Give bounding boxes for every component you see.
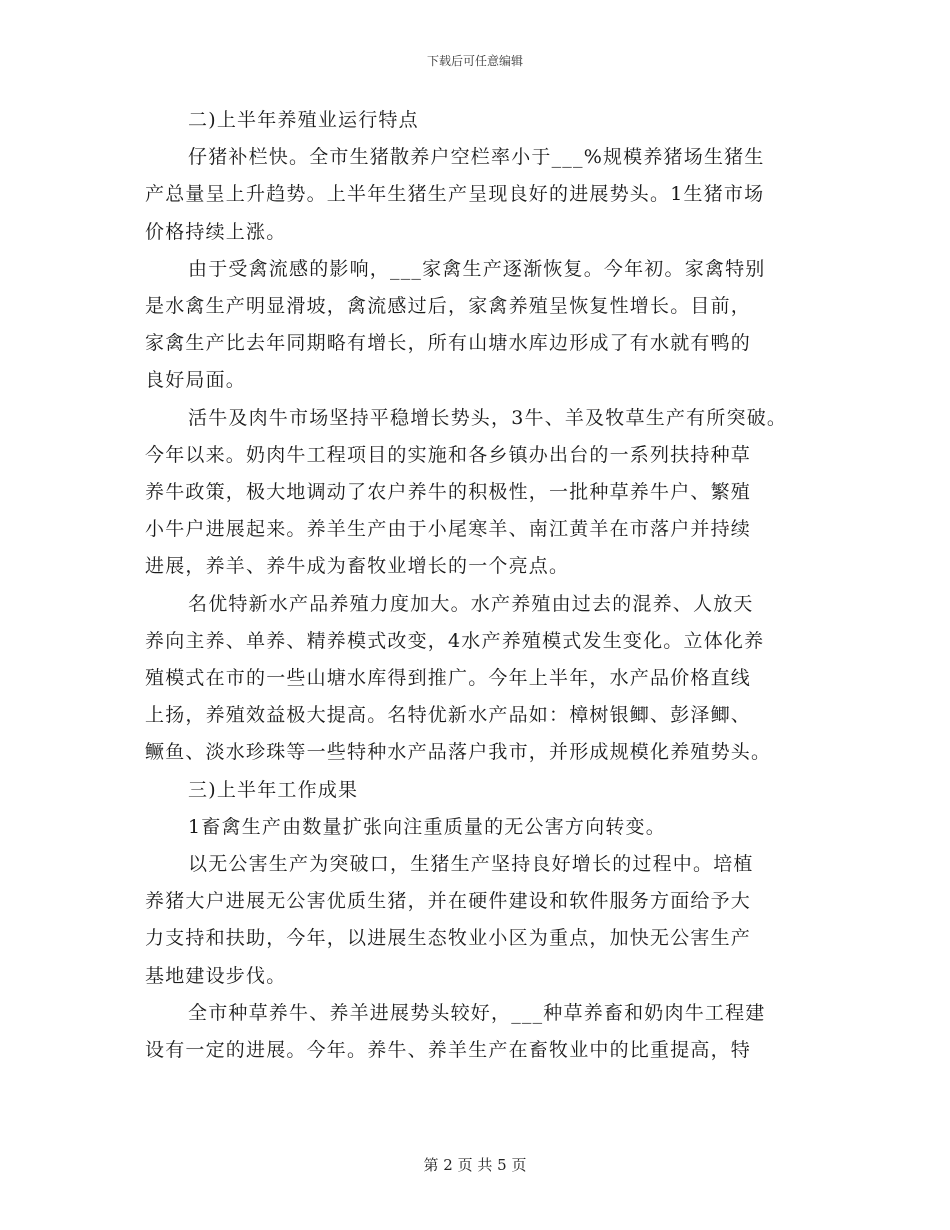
text-line: 鳜鱼、淡水珍珠等一些特种水产品落户我市，并形成规模化养殖势头。 <box>145 741 772 763</box>
text-line: 力支持和扶助，今年，以进展生态牧业小区为重点，加快无公害生产 <box>145 927 752 949</box>
text-line: 良好局面。 <box>145 369 247 391</box>
text-line: 基地建设步伐。 <box>145 965 287 987</box>
text-line: 由于受禽流感的影响，___家禽生产逐渐恢复。今年初。家禽特别 <box>188 258 766 280</box>
text-line: 活牛及肉牛市场坚持平稳增长势头，3牛、羊及牧草生产有所突破。 <box>188 407 788 429</box>
text-line: 仔猪补栏快。全市生猪散养户空栏率小于___%规模养猪场生猪生 <box>188 146 765 168</box>
section-heading: 二)上半年养殖业运行特点 <box>188 109 419 131</box>
text-line: 名优特新水产品养殖力度加大。水产养殖由过去的混养、人放天 <box>188 593 754 615</box>
section-heading: 三)上半年工作成果 <box>188 779 359 801</box>
text-line: 产总量呈上升趋势。上半年生猪生产呈现良好的进展势头。1生猪市场 <box>145 183 765 205</box>
text-line: 养牛政策，极大地调动了农户养牛的积极性，一批种草养牛户、繁殖 <box>145 481 752 503</box>
text-line: 小牛户进展起来。养羊生产由于小尾寒羊、南江黄羊在市落户并持续 <box>145 518 752 540</box>
text-line: 上扬，养殖效益极大提高。名特优新水产品如：樟树银鲫、彭泽鲫、 <box>145 704 752 726</box>
text-line: 养向主养、单养、精养模式改变，4水产养殖模式发生变化。立体化养 <box>145 630 765 652</box>
text-line: 进展，养羊、养牛成为畜牧业增长的一个亮点。 <box>145 555 570 577</box>
text-line: 全市种草养牛、养羊进展势头较好，___种草养畜和奶肉牛工程建 <box>188 1002 766 1024</box>
text-line: 养猪大户进展无公害优质生猪，并在硬件建设和软件服务方面给予大 <box>145 890 752 912</box>
text-line: 是水禽生产明显滑坡，禽流感过后，家禽养殖呈恢复性增长。目前， <box>145 295 752 317</box>
text-line: 今年以来。奶肉牛工程项目的实施和各乡镇办出台的一系列扶持种草 <box>145 444 752 466</box>
page-footer: 第 2 页 共 5 页 <box>423 1156 527 1174</box>
text-line: 以无公害生产为突破口，生猪生产坚持良好增长的过程中。培植 <box>188 853 754 875</box>
text-line: 设有一定的进展。今年。养牛、养羊生产在畜牧业中的比重提高，特 <box>145 1039 752 1061</box>
page-header: 下载后可任意编辑 <box>426 54 523 68</box>
text-line: 殖模式在市的一些山塘水库得到推广。今年上半年，水产品价格直线 <box>145 667 752 689</box>
text-line: 价格持续上涨。 <box>145 221 287 243</box>
text-line: 1畜禽生产由数量扩张向注重质量的无公害方向转变。 <box>188 816 666 838</box>
text-line: 家禽生产比去年同期略有增长，所有山塘水库边形成了有水就有鸭的 <box>145 332 752 354</box>
